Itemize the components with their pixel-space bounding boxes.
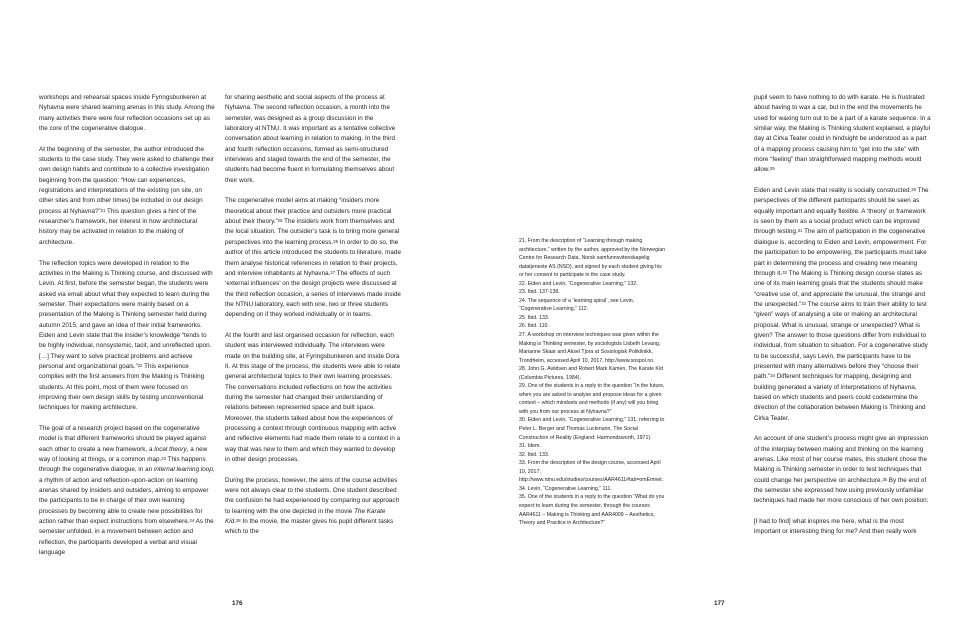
footnote: 26. Ibid. 110.	[519, 323, 549, 330]
footnote: 28. John G. Avildsen and Robert Mark Kamen, The Karate Kid (Columbia Pictures, 1984).	[519, 366, 663, 381]
paragraph: At the fourth and last organised occasion for reflection, each student was interviewed individually. The interviews were made on the building site, at Fyringsbunkeren and inside Dora II. At this stage of the process, the students were able to relate general architectural topics to their own learning processes. The conversations included reflections on how the activities during the semester had changed their understanding of relations between represented space and built space. Moreover, the students talked about how the experiences of processing a context through continuous mapping with active and reflective elements had made them relate to a context in a way that was new to them and which they wanted to develop in other design processes.	[225, 331, 401, 464]
footnote: 34. Levin, “Cogenerative Learning,” 111.	[519, 485, 612, 492]
left-page-column-1	[39, 93, 215, 569]
footnote: 29. One of the students in a reply to the question “In the future, when you are asked to analyse and propose ideas for a given context – which mindsets and methods (if any) will you bring with you from our process at Nyhavna?”	[519, 383, 665, 415]
footnote-ref[interactable]: 26	[333, 238, 338, 244]
block-quote: [I had to find] what inspires me here, what is the most important or interesting thing for me? And then really work	[754, 518, 917, 536]
left-page-column-2	[225, 93, 401, 548]
footnote: 27. A workshop on interview techniques was given within the Making is Thinking semester, by sociologists Lisbeth Levang, Marianne Skaar and Aksel Tjora at Sosiologisk Poliklinikk, Trondheim, accessed April 10, 2017, http://www.sospol.no.	[519, 332, 661, 364]
paragraph: At the beginning of the semester, the author introduced the students to the case study. They were asked to challenge their own design habits and contribute to a collective investigation beginning from the question: “How can experiences, registrations and interpretations of the existing (on site, on other sites and from other times) be included in our design process at Nyhavna?”$^{21}$ This question gives a hint of the researcher’s framework, her interest in how architectural history may be activated in relation to the making of architecture.	[39, 145, 214, 246]
footnote-ref[interactable]: 27	[330, 269, 336, 275]
footnote-ref[interactable]: 23	[161, 456, 166, 462]
footnote: 23. Ibid. 137-138.	[519, 289, 560, 296]
footnote: 25. Ibid. 133.	[519, 314, 550, 321]
paragraph: The reflection topics were developed in relation to the activities in the Making is Thinking course, and discussed with Levin. At first, before the semester began, the students were asked via email about what they expected to learn during the semester. Their expectations were mainly based on a presentation of the Making is Thinking semester held during autumn 2015, and gave an idea of their initial frameworks. Eiden and Levin state that the insider’s knowledge “tends to be highly individual, nonsystemic, tacit, and unreflected upon. […] They want to solve practical problems and achieve personal and organizational goals.”$^{22}$ This experience complies with the first answers from the Making is Thinking students. At this point, most of them were focused on improving their own design skills by testing unconventional techniques for making architecture.	[39, 259, 213, 412]
footnote-ref[interactable]: 32	[782, 269, 787, 275]
footnote: 33. From the description of the design course, accessed April 10, 2017, http://www.ntnu.edu/studies/courses/AAR4611#tab=omEmnet.	[519, 460, 664, 484]
footnote: 30. Eiden and Levin, “Cogenerative Learning,” 131, referring to Peter L. Berger and Thomas Luckmann, The Social Construction of Reality (England: Harmondsworth, 1971).	[519, 417, 665, 441]
paragraph: workshops and rehearsal spaces inside Fyringsbunkeren at Nyhavna were shared learning arenas in this study. Among the many activities there were four reflection occasions set up as the core of the cogenerative dialogue.	[39, 94, 215, 133]
footnote-ref[interactable]: 28	[235, 518, 241, 524]
footnote-ref[interactable]: 21	[100, 207, 106, 213]
paragraph: During the process, however, the aims of the course activities were not always clear to the students. One student described the confusion he had experienced by comparing our approach to learning with the one depicted in the movie The Karate Kid.$^{28}$ In the movie, the master gives his pupil different tasks which to the	[225, 476, 400, 536]
footnote-ref[interactable]: 24	[189, 518, 195, 524]
footnote-ref[interactable]: 34	[770, 373, 775, 379]
footnote: 32. Ibid. 133.	[519, 451, 550, 458]
footnote: 35. One of the students in a reply to the question “What do you expect to learn during the semester, through the courses AAR4611 – Making is Thinking and AAR4009 – Aesthetics, Theory and Practice in Architecture?”	[519, 494, 665, 527]
footnote-ref[interactable]: 29	[769, 166, 775, 172]
paragraph: Eiden and Levin state that reality is socially constructed.$^{30}$ The perspectives of the different participants should be seen as equally important and equally flexible. A ‘theory’ or framework is seen by them as a social product which can be improved through testing.$^{31}$ The aim of participation in the cogenerative dialogue is, according to Eiden and Levin, empowerment. For the participation to be empowering, the participants must take part in determining the process and creating new meaning through it.$^{32}$ The Making is Thinking design course states as one of its main learning goals that the students should make “creative use of, and appreciate the unusual, the strange and the unexpected.”$^{33}$ The course aims to train their ability to test “given” ways of analysing a site or making an architectural proposal. What is unusual, strange or unexpected? What is given? The answer to those questions differ from individual to individual, from situation to situation. For a cogenerative study to be successful, says Levin, the participants have to be presented with many alternatives before they “choose their path.”$^{34}$ Different techniques for mapping, designing and building generated a variety of interpretations of Nyhavna, based on which students and peers could codetermine the direction of the collaboration between Making is Thinking and Cirka Teater.	[754, 187, 929, 422]
footnote: 21. From the description of “Learning through making architecture,” written by the author, approved by the Norwegian Centre for Research Data, Norsk samfunnsvitenskapelig datatjeneste AS (NSD), and signed by each student giving his or her consent to participate in the case study.	[519, 238, 666, 279]
footnote-ref[interactable]: 35	[882, 476, 888, 482]
paragraph: pupil seem to have nothing to do with karate. He is frustrated about having to wax a car, but in the end the movements he used for waxing turn out to be a part of a karate sequence. In a similar way, the Making is Thinking student explained, a playful day at Cirka Teater could in hindsight be understood as a part of a mapping process causing him to “get into the site” with more “feeling” than straightforward mapping methods would allow.$^{29}$	[754, 94, 931, 174]
footnote: 31. Idem.	[519, 443, 541, 450]
page-number-right: 177	[714, 600, 725, 607]
footnote-ref[interactable]: 31	[797, 228, 803, 234]
footnote: 22. Eiden and Levin, “Cogenerative Learning,” 132.	[519, 280, 638, 287]
footnote: 24. The sequence of a ‘learning spiral’, see Levin, “Cogenerative Learning,” 112.	[519, 297, 635, 313]
paragraph: The goal of a research project based on the cogenerative model is that different frameworks should be played against each other to create a new framework, a local theory, a new way of looking at things, or a common map.$^{23}$ This happens through the cogenerative dialogue, in an internal learning loop, a rhythm of action and reflection-upon-action on learning arenas shared by insiders and outsiders, aiming to empower the participants to be in charge of their own learning processes by becoming able to create new possibilities for action rather than expect instructions from elsewhere.$^{24}$ As the semester unfolded, in a movement between action and reflection, the participants developed a verbal and visual language	[39, 425, 215, 557]
footnote-ref[interactable]: 30	[911, 187, 916, 193]
footnote-ref[interactable]: 25	[277, 218, 283, 224]
right-page-column	[754, 93, 932, 548]
footnote-ref[interactable]: 22	[137, 362, 143, 368]
footnote-ref[interactable]: 33	[801, 300, 806, 306]
paragraph: for sharing aesthetic and social aspects of the process at Nyhavna. The second reflection occasion, a month into the semester, was designed as a group discussion in the laboratory at NTNU. It was important as a tentative collective conversation about learning in relation to making. In the third and fourth reflection occasions, formed as semi-structured interviews and staged towards the end of the semester, the students had become fluent in formulating themselves about their work.	[225, 94, 396, 184]
paragraph: An account of one student’s process might give an impression of the interplay between making and thinking on the learning arenas. Like most of her course mates, this student chose the Making is Thinking semester in order to test techniques that could change her perspective on architecture.$^{35}$ By the end of the semester she expressed how using previously unfamiliar techniques had made her more conscious of her own position:	[754, 435, 929, 505]
page-number-left: 176	[232, 600, 243, 607]
footnotes-column	[519, 237, 667, 528]
paragraph: The cogenerative model aims at making “insiders more theoretical about their practice and outsiders more practical about their theory.”$^{25}$ The insiders work from themselves and the local situation. The outsider’s task is to bring more general perspectives into the learning process.$^{26}$ In order to do so, the author of this article introduced the students to literature, made them analyse historical references in relation to their projects, and interview inhabitants at Nyhavna.$^{27}$ The effects of such ‘external influences’ on the design projects were discussed at the third reflection occasion, a series of interviews made inside the NTNU laboratory, each with one, two or three students depending on if they worked individually or in teams.	[225, 197, 401, 319]
